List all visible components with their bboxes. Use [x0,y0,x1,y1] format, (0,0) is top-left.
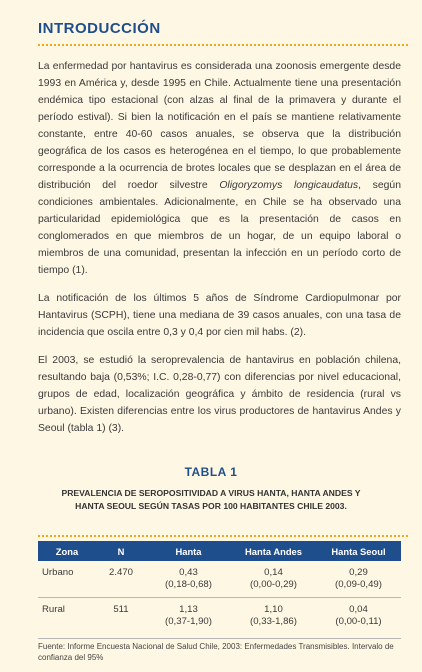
heading-divider [38,44,408,46]
header-hanta-andes: Hanta Andes [231,541,316,561]
cell-n: 511 [113,604,129,615]
table-header-row [38,541,401,561]
table-row [38,561,401,598]
hanta-ci: (0,18-0,68) [165,579,212,590]
section-heading: INTRODUCCIÓN [38,20,161,37]
cell-zona: Rural [42,604,65,615]
paragraph-3: El 2003, se estudió la seroprevalencia de hantavirus en población chilena, resultando baja (0,53%; I.C. 0,28-0,77) con diferencias por nivel educacional, grupos de edad, localización geográfica y ámbito de residencia (rural vs urbano). Existen diferencias entre los virus productores de hantavirus Andes y Seoul (tabla 1) (3). [38,355,401,434]
table-footnote: Fuente: Informe Encuesta Nacional de Salud Chile, 2003: Enfermedades Transmisibles. Intervalo de confianza del 95% [38,642,394,662]
table-caption: PREVALENCIA DE SEROPOSITIVIDAD A VIRUS HANTA, HANTA ANDES Y HANTA SEOUL SEGÚN TASAS POR 100 HABITANTES CHILE 2003. [61,488,361,511]
cell-hanta [146,561,231,598]
table-divider [38,535,408,537]
paragraph-1-text-b: , según condiciones ambientales. Adicionalmente, en Chile se ha observado una particularidad epidemiológica que es la presentación de casos en conglomerados en que miembros de un hogar, de un equipo laboral o miembros de una comunidad, presentan la infección en un período corto de tiempo (1). [38,180,401,276]
seoul-ci: (0,00-0,11) [335,616,382,627]
hanta-value: 0,43 [179,567,198,578]
paragraph-2: La notificación de los últimos 5 años de Síndrome Cardiopulmonar por Hantavirus (SCPH), tiene una mediana de 39 casos anuales, con una tasa de incidencia que oscila entre 0,3 y 0,4 por cien mil habs. (2). [38,293,401,338]
table-row [38,598,401,635]
prevalence-table [38,541,401,634]
header-hanta: Hanta [146,541,231,561]
body-text [38,58,401,448]
header-zona: Zona [38,541,96,561]
cell-zona: Urbano [38,561,96,598]
header-hanta-seoul: Hanta Seoul [316,541,401,561]
table-title: TABLA 1 [184,465,238,479]
andes-ci: (0,00-0,29) [250,579,297,590]
hanta-value: 1,13 [179,604,198,615]
seoul-value: 0,04 [349,604,368,615]
seoul-ci: (0,09-0,49) [335,579,382,590]
cell-hanta-seoul [316,598,401,635]
species-name: Oligoryzomys longicaudatus [219,180,359,191]
footnote-divider [38,638,401,639]
seoul-value: 0,29 [349,567,368,578]
andes-ci: (0,33-1,86) [250,616,297,627]
hanta-ci: (0,37-1,90) [165,616,212,627]
cell-hanta [146,598,231,635]
cell-n: 2.470 [96,561,146,598]
andes-value: 0,14 [264,567,283,578]
cell-hanta-andes [231,561,316,598]
paragraph-1 [38,58,401,279]
andes-value: 1,10 [264,604,283,615]
paragraph-1-text-a: La enfermedad por hantavirus es considerada una zoonosis emergente desde 1993 en América y, desde 1995 en Chile. Actualmente tiene una presentación endémica tipo estacional (con alzas al final de la primavera y durante el período estival). Si bien la notificación en el país se mantiene relativamente constante, entre 40-60 casos anuales, se observa que la distribución geográfica de los casos es heterogénea en el tiempo, lo que probablemente corresponde a la ocurrencia de brotes locales que se desplazan en el área de distribución del roedor silvestre [38,61,401,191]
cell-hanta-seoul [316,561,401,598]
cell-hanta-andes [231,598,316,635]
header-n: N [96,541,146,561]
